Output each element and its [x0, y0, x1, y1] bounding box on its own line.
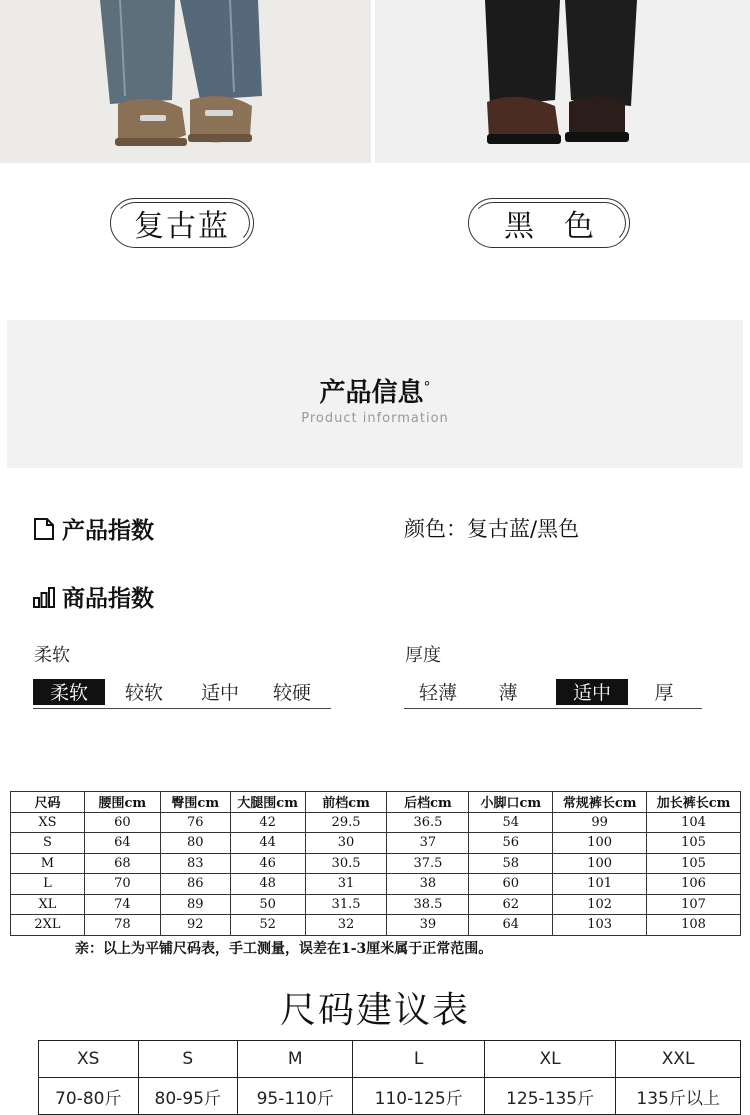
cell: 64 [469, 915, 553, 936]
softness-scale [33, 675, 331, 709]
cell: 105 [647, 853, 741, 874]
softness-option-soft[interactable]: 柔软 [33, 679, 105, 705]
header-leg-opening: 小脚口cm [469, 792, 553, 813]
cell: 32 [305, 915, 387, 936]
cell: 103 [553, 915, 647, 936]
cell: 46 [230, 853, 305, 874]
suggest-size: XXL [616, 1041, 741, 1078]
cell: 74 [84, 894, 160, 915]
suggest-weight: 135斤以上 [616, 1078, 741, 1115]
suggest-size: XS [39, 1041, 139, 1078]
table-header-row [11, 792, 741, 813]
cell: 64 [84, 833, 160, 854]
suggest-size: M [238, 1041, 353, 1078]
suggest-weight: 70-80斤 [39, 1078, 139, 1115]
header-back-rise: 后档cm [387, 792, 469, 813]
cell: 62 [469, 894, 553, 915]
cell: 52 [230, 915, 305, 936]
goods-index-title: 商品指数 [62, 586, 154, 612]
color-info: 颜色：复古蓝/黑色 [404, 517, 580, 541]
color-option-vintage-blue[interactable] [110, 198, 254, 248]
cell: 104 [647, 812, 741, 833]
header-front-rise: 前档cm [305, 792, 387, 813]
cell: 54 [469, 812, 553, 833]
thickness-option-medium[interactable]: 适中 [556, 679, 628, 705]
thickness-option-thick[interactable]: 厚 [654, 682, 674, 704]
table-row [11, 915, 741, 936]
size-measurement-table [10, 791, 741, 936]
suggest-size: S [138, 1041, 238, 1078]
cell: 80 [160, 833, 230, 854]
suggest-weight: 95-110斤 [238, 1078, 353, 1115]
cell: 29.5 [305, 812, 387, 833]
suggest-weight-row [39, 1078, 741, 1115]
cell: 44 [230, 833, 305, 854]
cell: 2XL [11, 915, 85, 936]
suggest-size: XL [484, 1041, 615, 1078]
thickness-option-lean[interactable]: 薄 [498, 682, 518, 704]
cell: 102 [553, 894, 647, 915]
header-waist: 腰围cm [84, 792, 160, 813]
table-row [11, 812, 741, 833]
cell: 108 [647, 915, 741, 936]
table-note: 亲：以上为平铺尺码表，手工测量，误差在1-3厘米属于正常范围。 [75, 941, 493, 957]
cell: 83 [160, 853, 230, 874]
cell: 58 [469, 853, 553, 874]
cell: 36.5 [387, 812, 469, 833]
cell: M [11, 853, 85, 874]
color-option-black[interactable] [468, 198, 630, 248]
cell: 89 [160, 894, 230, 915]
cell: 86 [160, 874, 230, 895]
table-row [11, 833, 741, 854]
header-hip: 臀围cm [160, 792, 230, 813]
color-option-label: 复古蓝 [134, 209, 230, 244]
cell: 101 [553, 874, 647, 895]
cell: 56 [469, 833, 553, 854]
cell: 37 [387, 833, 469, 854]
suggest-weight: 125-135斤 [484, 1078, 615, 1115]
suggest-weight: 80-95斤 [138, 1078, 238, 1115]
cell: S [11, 833, 85, 854]
softness-option-fairly-hard[interactable]: 较硬 [272, 682, 311, 704]
cell: 92 [160, 915, 230, 936]
thickness-label: 厚度 [405, 645, 441, 666]
cell: 37.5 [387, 853, 469, 874]
banner-title: 产品信息° [319, 378, 431, 408]
table-row [11, 853, 741, 874]
cell: 100 [553, 833, 647, 854]
cell: 106 [647, 874, 741, 895]
size-suggestion-table [38, 1040, 741, 1115]
cell: XS [11, 812, 85, 833]
cell: 68 [84, 853, 160, 874]
header-long-length: 加长裤长cm [647, 792, 741, 813]
document-icon [32, 517, 56, 541]
cell: 42 [230, 812, 305, 833]
size-suggestion-title: 尺码建议表 [279, 990, 470, 1031]
cell: 50 [230, 894, 305, 915]
vintage-blue-jeans-image [0, 0, 371, 163]
cell: XL [11, 894, 85, 915]
color-option-label: 黑色 [504, 209, 624, 244]
product-photos [0, 0, 750, 163]
black-trousers-image [375, 0, 750, 163]
softness-label: 柔软 [34, 645, 70, 666]
cell: 60 [84, 812, 160, 833]
header-regular-length: 常规裤长cm [553, 792, 647, 813]
thickness-scale [404, 675, 702, 709]
cell: 31 [305, 874, 387, 895]
photo-vintage-blue[interactable] [0, 0, 371, 163]
suggest-size-row [39, 1041, 741, 1078]
cell: 39 [387, 915, 469, 936]
goods-index-heading [32, 580, 154, 613]
cell: 100 [553, 853, 647, 874]
cell: 76 [160, 812, 230, 833]
softness-option-medium[interactable]: 适中 [200, 682, 239, 704]
photo-black[interactable] [375, 0, 750, 163]
softness-option-fairly-soft[interactable]: 较软 [124, 682, 163, 704]
product-info-banner [7, 320, 743, 468]
cell: 105 [647, 833, 741, 854]
cell: 78 [84, 915, 160, 936]
suggest-size: L [353, 1041, 484, 1078]
cell: 38.5 [387, 894, 469, 915]
suggest-weight: 110-125斤 [353, 1078, 484, 1115]
table-row [11, 894, 741, 915]
cell: 99 [553, 812, 647, 833]
header-size: 尺码 [11, 792, 85, 813]
header-thigh: 大腿围cm [230, 792, 305, 813]
cell: 30 [305, 833, 387, 854]
cell: 31.5 [305, 894, 387, 915]
cell: L [11, 874, 85, 895]
product-index-title: 产品指数 [62, 518, 154, 544]
thickness-option-thin[interactable]: 轻薄 [418, 682, 457, 704]
bar-chart-icon [32, 585, 56, 609]
cell: 48 [230, 874, 305, 895]
cell: 60 [469, 874, 553, 895]
banner-subtitle: Product information [301, 411, 449, 426]
table-row [11, 874, 741, 895]
cell: 107 [647, 894, 741, 915]
cell: 30.5 [305, 853, 387, 874]
cell: 38 [387, 874, 469, 895]
product-index-heading [32, 512, 154, 545]
cell: 70 [84, 874, 160, 895]
